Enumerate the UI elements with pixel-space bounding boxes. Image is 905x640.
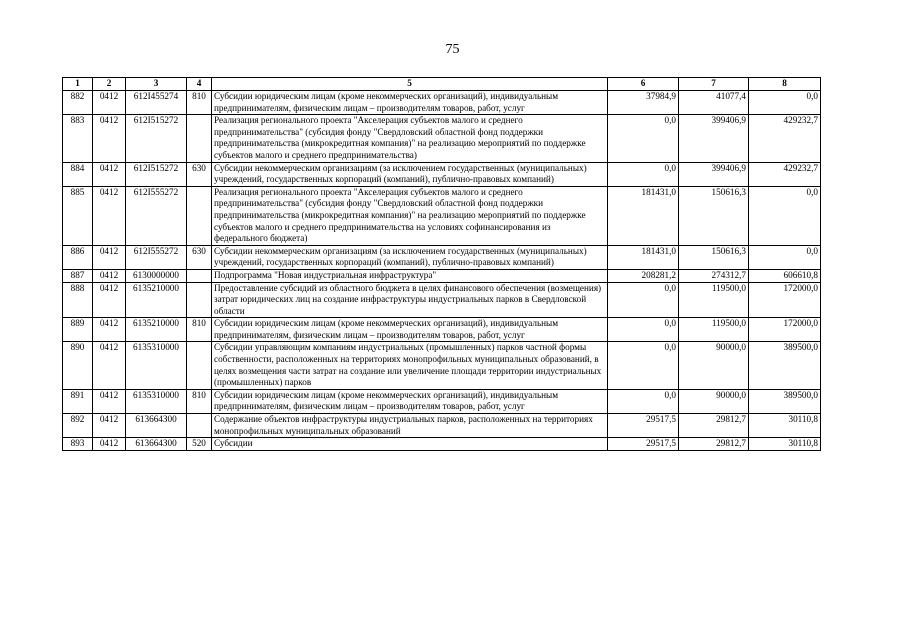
section-code: 0412	[93, 186, 126, 245]
target-article-code: 6135310000	[126, 389, 187, 413]
expense-type-code	[187, 342, 212, 389]
target-article-code: 612I515272	[126, 115, 187, 162]
row-description: Подпрограмма "Новая индустриальная инфраструктура"	[212, 269, 608, 282]
target-article-code: 612I555272	[126, 186, 187, 245]
row-description: Субсидии юридическим лицам (кроме некоммерческих организаций), индивидуальным предпринимателям, физическим лицам – производителям товаров, работ, услуг	[212, 318, 608, 342]
row-description: Субсидии некоммерческим организациям (за исключением государственных (муниципальных) учреждений, государственных корпораций (компаний), публично-правовых компаний)	[212, 245, 608, 269]
row-description: Субсидии управляющим компаниям индустриальных (промышленных) парков частной формы собственности, расположенных на территориях монопрофильных муниципальных образований, в целях возмещения части затрат на создание или увеличение площади территории индустриальных (промышленных) парков	[212, 342, 608, 389]
row-description: Субсидии	[212, 438, 608, 451]
row-number: 891	[63, 389, 93, 413]
section-code: 0412	[93, 342, 126, 389]
column-header: 8	[749, 78, 821, 91]
section-code: 0412	[93, 318, 126, 342]
row-number: 882	[63, 91, 93, 115]
target-article-code: 612I455274	[126, 91, 187, 115]
row-number: 884	[63, 162, 93, 186]
target-article-code: 6135210000	[126, 318, 187, 342]
amount-year-2: 29812,7	[679, 438, 749, 451]
amount-year-3: 606610,8	[749, 269, 821, 282]
expense-type-code: 810	[187, 318, 212, 342]
expense-type-code: 810	[187, 389, 212, 413]
amount-year-1: 208281,2	[608, 269, 679, 282]
target-article-code: 6135310000	[126, 342, 187, 389]
expense-type-code: 520	[187, 438, 212, 451]
amount-year-3: 429232,7	[749, 162, 821, 186]
amount-year-1: 0,0	[608, 389, 679, 413]
row-number: 887	[63, 269, 93, 282]
amount-year-2: 274312,7	[679, 269, 749, 282]
amount-year-2: 399406,9	[679, 115, 749, 162]
target-article-code: 613664З00	[126, 414, 187, 438]
table-row	[63, 162, 821, 186]
amount-year-2: 399406,9	[679, 162, 749, 186]
section-code: 0412	[93, 91, 126, 115]
expense-type-code: 630	[187, 245, 212, 269]
amount-year-2: 29812,7	[679, 414, 749, 438]
section-code: 0412	[93, 115, 126, 162]
row-description: Субсидии юридическим лицам (кроме некоммерческих организаций), индивидуальным предпринимателям, физическим лицам – производителям товаров, работ, услуг	[212, 389, 608, 413]
amount-year-3: 429232,7	[749, 115, 821, 162]
amount-year-1: 0,0	[608, 282, 679, 318]
amount-year-1: 0,0	[608, 342, 679, 389]
row-number: 888	[63, 282, 93, 318]
amount-year-3: 0,0	[749, 186, 821, 245]
amount-year-1: 181431,0	[608, 245, 679, 269]
amount-year-1: 0,0	[608, 318, 679, 342]
page-number: 75	[445, 42, 460, 57]
amount-year-1: 181431,0	[608, 186, 679, 245]
table-row	[63, 438, 821, 451]
budget-table	[62, 77, 821, 451]
amount-year-3: 30110,8	[749, 438, 821, 451]
row-number: 892	[63, 414, 93, 438]
table-row	[63, 318, 821, 342]
row-description: Реализация регионального проекта "Акселерация субъектов малого и среднего предпринимательства" (субсидия фонду "Свердловский областной фонд поддержки предпринимательства (микрокредитная компания)" на реализацию мероприятий по поддержке субъектов малого и среднего предпринимательства)	[212, 115, 608, 162]
target-article-code: 6135210000	[126, 282, 187, 318]
amount-year-3: 0,0	[749, 245, 821, 269]
column-header: 7	[679, 78, 749, 91]
amount-year-2: 90000,0	[679, 342, 749, 389]
table-row	[63, 269, 821, 282]
row-number: 885	[63, 186, 93, 245]
section-code: 0412	[93, 389, 126, 413]
amount-year-3: 0,0	[749, 91, 821, 115]
expense-type-code	[187, 282, 212, 318]
expense-type-code	[187, 115, 212, 162]
table-row	[63, 414, 821, 438]
amount-year-2: 41077,4	[679, 91, 749, 115]
expense-type-code	[187, 269, 212, 282]
amount-year-2: 119500,0	[679, 318, 749, 342]
amount-year-1: 37984,9	[608, 91, 679, 115]
row-number: 886	[63, 245, 93, 269]
target-article-code: 613664З00	[126, 438, 187, 451]
header-row	[63, 78, 821, 91]
row-description: Реализация регионального проекта "Акселерация субъектов малого и среднего предпринимательства" (субсидия фонду "Свердловский областной фонд поддержки предпринимательства (микрокредитная компания)" на реализацию мероприятий по поддержке субъектов малого и среднего предпринимательства на условиях софинансирования из федерального бюджета)	[212, 186, 608, 245]
amount-year-1: 29517,5	[608, 414, 679, 438]
section-code: 0412	[93, 162, 126, 186]
row-number: 890	[63, 342, 93, 389]
section-code: 0412	[93, 438, 126, 451]
row-number: 893	[63, 438, 93, 451]
amount-year-1: 0,0	[608, 115, 679, 162]
target-article-code: 6130000000	[126, 269, 187, 282]
section-code: 0412	[93, 245, 126, 269]
amount-year-3: 389500,0	[749, 389, 821, 413]
table-row	[63, 115, 821, 162]
column-header: 4	[187, 78, 212, 91]
amount-year-2: 119500,0	[679, 282, 749, 318]
target-article-code: 612I555272	[126, 245, 187, 269]
section-code: 0412	[93, 269, 126, 282]
amount-year-2: 90000,0	[679, 389, 749, 413]
column-header: 2	[93, 78, 126, 91]
section-code: 0412	[93, 282, 126, 318]
expense-type-code	[187, 186, 212, 245]
column-header: 5	[212, 78, 608, 91]
table-row	[63, 91, 821, 115]
amount-year-2: 150616,3	[679, 186, 749, 245]
table-row	[63, 186, 821, 245]
row-number: 889	[63, 318, 93, 342]
row-description: Субсидии юридическим лицам (кроме некоммерческих организаций), индивидуальным предпринимателям, физическим лицам – производителям товаров, работ, услуг	[212, 91, 608, 115]
column-header: 1	[63, 78, 93, 91]
column-header: 6	[608, 78, 679, 91]
amount-year-3: 172000,0	[749, 318, 821, 342]
row-description: Содержание объектов инфраструктуры индустриальных парков, расположенных на территориях монопрофильных муниципальных образований	[212, 414, 608, 438]
amount-year-3: 30110,8	[749, 414, 821, 438]
amount-year-2: 150616,3	[679, 245, 749, 269]
amount-year-1: 29517,5	[608, 438, 679, 451]
expense-type-code: 810	[187, 91, 212, 115]
section-code: 0412	[93, 414, 126, 438]
table-row	[63, 245, 821, 269]
expense-type-code	[187, 414, 212, 438]
column-header: 3	[126, 78, 187, 91]
table-row	[63, 389, 821, 413]
table-body	[63, 91, 821, 451]
table-row	[63, 282, 821, 318]
amount-year-3: 389500,0	[749, 342, 821, 389]
amount-year-3: 172000,0	[749, 282, 821, 318]
row-description: Предоставление субсидий из областного бюджета в целях финансового обеспечения (возмещения) затрат юридических лиц на создание инфраструктуры индустриальных парков в Свердловской области	[212, 282, 608, 318]
amount-year-1: 0,0	[608, 162, 679, 186]
expense-type-code: 630	[187, 162, 212, 186]
target-article-code: 612I515272	[126, 162, 187, 186]
row-description: Субсидии некоммерческим организациям (за исключением государственных (муниципальных) учреждений, государственных корпораций (компаний), публично-правовых компаний)	[212, 162, 608, 186]
row-number: 883	[63, 115, 93, 162]
table-row	[63, 342, 821, 389]
